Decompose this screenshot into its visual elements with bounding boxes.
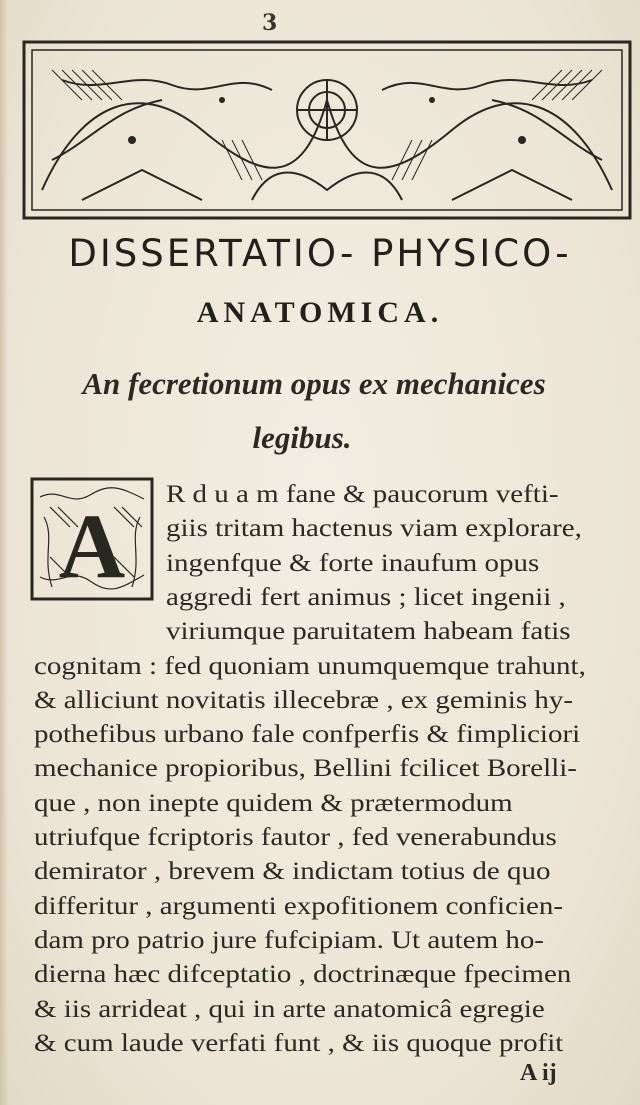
page-signature-mark: 3 bbox=[262, 10, 278, 36]
subtitle-line-1: An fecretionum opus ex mechanices bbox=[82, 366, 546, 401]
svg-text:A: A bbox=[58, 495, 126, 597]
body-line: & alliciunt novitatis illecebræ , ex geminis hy- bbox=[34, 686, 573, 714]
body-line: ingenfque & forte inaufum opus bbox=[166, 549, 540, 577]
body-line: que , non inepte quidem & prætermodum bbox=[34, 789, 513, 817]
body-line: dierna hæc difceptatio , doctrinæque fpecimen bbox=[34, 961, 572, 989]
decorated-initial-a bbox=[30, 477, 154, 601]
body-line: & cum laude verfati funt , & iis quoque profit bbox=[34, 1029, 564, 1057]
body-line: R d u a m fane & paucorum vefti- bbox=[166, 481, 559, 508]
body-line: & iis arrideat , qui in arte anatomicâ egregie bbox=[34, 995, 545, 1023]
page-gutter bbox=[0, 0, 8, 1105]
body-line: pothefibus urbano fale confperfis & fimpliciori bbox=[34, 721, 581, 749]
title-line-1: DISSERTATIO- PHYSICO- bbox=[68, 232, 572, 275]
body-line: aggredi fert animus ; licet ingenii , bbox=[166, 583, 566, 611]
body-line: utriufque fcriptoris fautor , fed venerabundus bbox=[34, 824, 557, 851]
body-line: cognitam : fed quoniam unumquemque trahunt, bbox=[34, 652, 586, 680]
body-line: differitur , argumenti expofitionem conficien- bbox=[34, 892, 563, 920]
body-line: mechanice propioribus, Bellini fcilicet Borelli- bbox=[34, 755, 577, 783]
body-line: demirator , brevem & indictam totius de quo bbox=[34, 858, 551, 886]
subtitle-line-2: legibus. bbox=[252, 420, 352, 455]
body-line: giis tritam hactenus viam explorare, bbox=[166, 515, 582, 543]
catchword: A ij bbox=[520, 1060, 557, 1086]
ornamental-headpiece bbox=[22, 40, 632, 220]
title-line-2: ANATOMICA. bbox=[196, 296, 444, 329]
body-line: viriumque paruitatem habeam fatis bbox=[166, 618, 571, 646]
body-line: dam pro patrio jure fufcipiam. Ut autem ho- bbox=[34, 926, 544, 954]
